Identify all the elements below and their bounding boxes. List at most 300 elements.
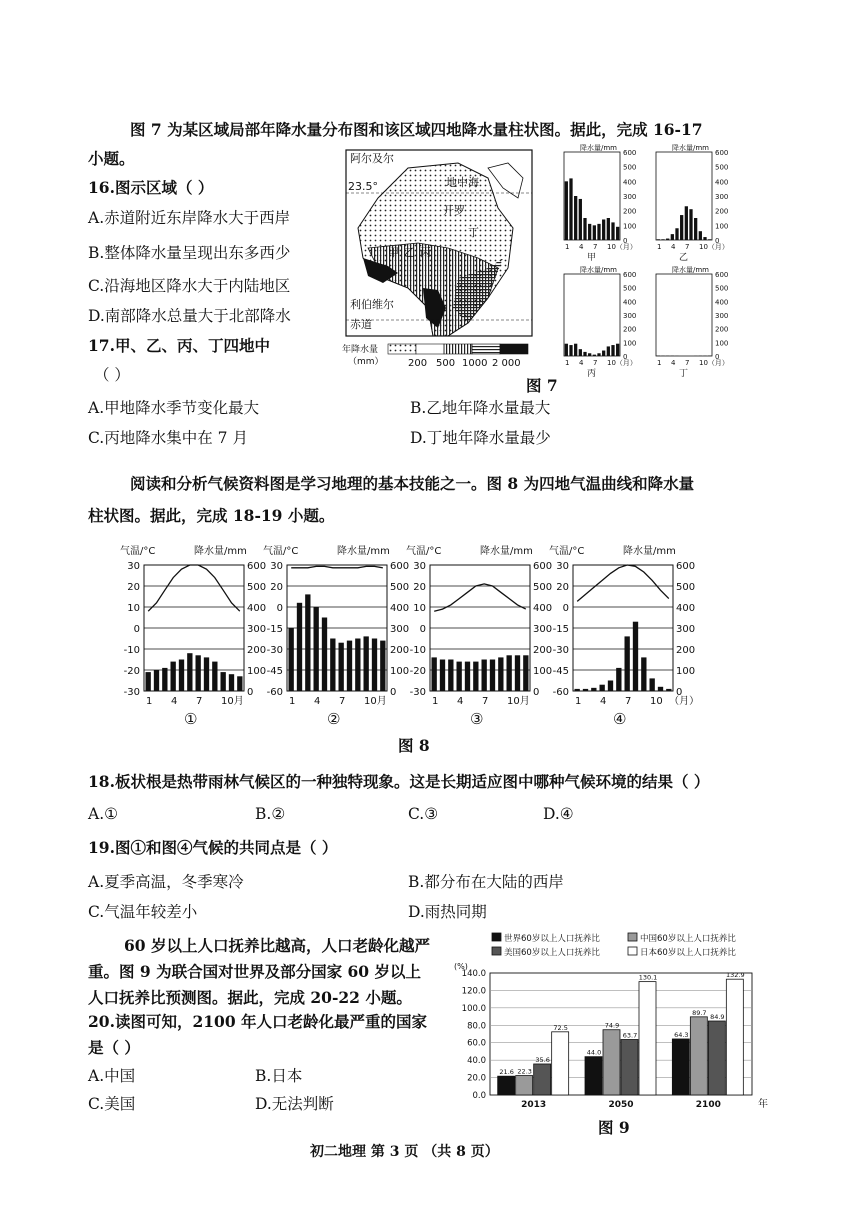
fig8-bar-2-7 <box>490 660 495 692</box>
fig9-ytick-1: 120.0 <box>461 986 486 997</box>
fig7-bar-0-6 <box>593 225 596 240</box>
fig7-tick-0-3: 300 <box>623 193 637 201</box>
intro-fig9-line2: 重。图 9 为联合国对世界及部分国家 60 岁以上 <box>88 962 421 981</box>
q20-option-a[interactable]: A.中国 <box>88 1067 136 1085</box>
q20-option-c[interactable]: C.美国 <box>88 1095 136 1113</box>
page-footer: 初二地理 第 3 页 （共 8 页） <box>310 1144 499 1160</box>
fig8-precip-tick-1-4: 200 <box>390 645 410 656</box>
fig9-bar-2-2 <box>708 1021 725 1095</box>
fig9-value-0-3: 72.5 <box>553 1023 568 1032</box>
fig8-precip-label-3: 降水量/mm <box>623 546 676 557</box>
fig9-bar-1-0 <box>585 1057 602 1095</box>
fig9-value-1-3: 130.1 <box>638 973 658 982</box>
fig7-tick-1-6: 0 <box>715 237 720 245</box>
fig9-value-1-2: 63.7 <box>622 1031 638 1040</box>
fig7-tick-3-5: 100 <box>715 339 729 348</box>
fig8-temp-tick-2-2: 10 <box>413 603 426 614</box>
fig9-legend-label-2: 美国60岁以上人口抚养比 <box>504 948 600 958</box>
q18-option-d[interactable]: D.④ <box>543 805 574 823</box>
fig7-tick-0-4: 200 <box>623 207 637 216</box>
fig9-category-1: 2050 <box>608 1100 634 1110</box>
fig8-precip-tick-1-2: 400 <box>390 603 410 614</box>
fig7-tick-3-6: 0 <box>715 353 720 361</box>
fig8-month-1-0: 1 <box>289 696 296 707</box>
fig8-bar-3-8 <box>641 657 646 691</box>
fig9-category-2: 2100 <box>695 1100 721 1110</box>
fig8-bar-2-6 <box>482 660 487 692</box>
fig9-value-2-2: 84.9 <box>710 1013 725 1022</box>
map-label-bing: 丙 <box>420 246 431 259</box>
fig9-legend-swatch-0 <box>492 933 501 941</box>
fig8-precip-tick-2-6: 0 <box>533 687 540 698</box>
fig8-precip-tick-1-3: 300 <box>390 624 410 635</box>
fig8-bar-2-0 <box>432 657 437 691</box>
fig8-precip-tick-0-0: 600 <box>247 561 267 572</box>
fig8-bar-1-11 <box>380 641 385 691</box>
fig8-bar-1-10 <box>372 639 377 692</box>
fig8-precip-label-1: 降水量/mm <box>337 546 390 557</box>
fig7-tick-1-5: 100 <box>715 222 729 231</box>
fig8-precip-tick-2-4: 200 <box>533 645 553 656</box>
fig8-temp-tick-0-0: 30 <box>127 561 140 572</box>
fig8-temp-tick-1-4: -30 <box>266 645 283 656</box>
fig8-month-3-3: 10 <box>650 696 663 707</box>
q16-option-a[interactable]: A.赤道附近东岸降水大于西岸 <box>88 209 291 227</box>
fig9-legend-swatch-2 <box>492 947 501 955</box>
q19-option-b[interactable]: B.都分布在大陆的西岸 <box>408 873 564 891</box>
fig8-precip-tick-1-5: 100 <box>390 666 410 677</box>
fig8-precip-tick-3-2: 400 <box>676 603 696 614</box>
fig8-month-3-1: 4 <box>600 696 607 707</box>
fig8-precip-tick-3-3: 300 <box>676 624 696 635</box>
fig8-bar-0-2 <box>162 668 167 691</box>
fig8-month-2-2: 7 <box>482 696 489 707</box>
fig8-temp-tick-1-2: 0 <box>276 603 283 614</box>
intro-fig9-line1: 60 岁以上人口抚养比越高，人口老龄化越严 <box>124 936 430 955</box>
fig8-bar-2-5 <box>473 662 478 691</box>
fig9-ytick-4: 60.0 <box>467 1038 486 1049</box>
fig8-month-3-0: 1 <box>575 696 582 707</box>
fig7-tick-0-6: 0 <box>623 237 628 245</box>
fig7-bar-1-9 <box>699 231 702 240</box>
fig7-month-2-0: 1 <box>565 359 570 367</box>
fig7-bar-2-8 <box>602 351 605 356</box>
fig7-tick-1-0: 600 <box>715 149 729 157</box>
fig8-bar-2-4 <box>465 662 470 691</box>
fig7-tick-3-1: 500 <box>715 284 729 293</box>
fig8-precip-tick-0-3: 300 <box>247 624 267 635</box>
fig7-bar-1-0 <box>657 239 660 240</box>
fig8-climate-charts <box>110 540 710 725</box>
fig8-temp-tick-3-6: -60 <box>552 687 569 698</box>
fig7-month-1-0: 1 <box>657 243 662 251</box>
fig8-temp-tick-2-5: -20 <box>409 666 426 677</box>
fig9-bar-0-3 <box>552 1032 569 1095</box>
fig9-value-2-0: 64.3 <box>674 1030 689 1039</box>
fig7-panel-frame-1 <box>656 152 712 240</box>
fig7-tick-3-4: 200 <box>715 325 729 334</box>
fig8-bar-1-4 <box>322 618 327 692</box>
fig7-tick-1-1: 500 <box>715 163 729 172</box>
fig8-month-3-4: （月） <box>669 696 700 707</box>
fig7-bar-1-3 <box>671 234 674 240</box>
fig8-temp-tick-3-2: 0 <box>562 603 569 614</box>
fig8-bar-3-9 <box>650 678 655 691</box>
fig8-precip-tick-3-6: 0 <box>676 687 683 698</box>
map-legend-title: 年降水量 <box>342 345 379 355</box>
fig8-bar-0-7 <box>204 657 209 691</box>
fig8-bar-3-11 <box>666 689 671 691</box>
fig7-tick-3-3: 300 <box>715 312 729 320</box>
fig9-legend-swatch-1 <box>628 933 637 941</box>
fig7-bar-0-4 <box>583 218 586 240</box>
fig8-bar-3-1 <box>583 689 588 691</box>
fig7-bar-1-4 <box>675 228 678 240</box>
fig7-precip-charts <box>558 142 738 382</box>
fig7-month-1-3: 10（月） <box>699 243 729 251</box>
fig7-month-0-1: 4 <box>579 243 584 251</box>
fig7-bar-2-3 <box>579 349 582 356</box>
fig7-tick-0-1: 500 <box>623 163 637 172</box>
fig7-month-3-2: 7 <box>685 359 690 367</box>
fig8-temp-tick-0-2: 10 <box>127 603 140 614</box>
fig7-tick-2-1: 500 <box>623 284 637 293</box>
map-label-libreville: 利伯维尔 <box>350 298 394 311</box>
fig7-bar-0-5 <box>588 224 591 240</box>
fig8-bar-3-2 <box>591 688 596 691</box>
fig9-bar-0-2 <box>534 1064 551 1095</box>
q19-option-a[interactable]: A.夏季高温，冬季寒冷 <box>88 873 244 891</box>
map-label-algiers: 阿尔及尔 <box>350 152 394 165</box>
fig9-bar-0-0 <box>498 1076 515 1095</box>
map-label-mediterranean: 地中海 <box>446 176 479 189</box>
fig8-temp-label-2: 气温/°C <box>406 546 442 557</box>
q16-option-d[interactable]: D.南部降水总量大于北部降水 <box>88 307 291 325</box>
fig8-precip-tick-3-4: 200 <box>676 645 696 656</box>
q19-option-d[interactable]: D.雨热同期 <box>408 903 487 921</box>
fig8-month-0-3: 10月 <box>221 696 244 707</box>
fig9-legend-label-3: 日本60岁以上人口抚养比 <box>640 948 736 958</box>
fig7-bar-1-10 <box>703 237 706 240</box>
fig8-bar-3-5 <box>616 668 621 691</box>
fig9-value-2-3: 132.9 <box>726 971 745 980</box>
fig8-precip-tick-0-4: 200 <box>247 645 267 656</box>
fig9-ytick-0: 140.0 <box>461 969 486 979</box>
fig7-caption: 图 7 <box>526 376 558 395</box>
fig8-temp-tick-3-4: -30 <box>552 645 569 656</box>
precipitation-map <box>338 148 538 380</box>
fig7-panel-frame-3 <box>656 274 712 356</box>
fig7-bar-1-8 <box>694 218 697 240</box>
fig8-precip-tick-1-6: 0 <box>390 687 397 698</box>
fig7-bar-0-9 <box>607 218 610 240</box>
fig8-precip-tick-2-1: 500 <box>533 582 553 593</box>
fig8-temp-tick-1-0: 30 <box>270 561 283 572</box>
fig7-bar-2-2 <box>574 344 577 356</box>
fig7-tick-1-3: 300 <box>715 193 729 201</box>
fig8-temp-tick-1-6: -60 <box>266 687 283 698</box>
fig7-bar-0-2 <box>574 196 577 240</box>
fig7-bar-2-5 <box>588 353 591 356</box>
fig8-temp-tick-1-1: 20 <box>270 582 283 593</box>
fig7-bar-0-7 <box>597 224 600 240</box>
fig8-precip-tick-0-6: 0 <box>247 687 254 698</box>
fig7-panel-name-2: 丙 <box>587 369 597 379</box>
fig9-ytick-5: 40.0 <box>467 1056 486 1067</box>
fig8-temp-tick-0-5: -20 <box>123 666 140 677</box>
fig7-bar-0-0 <box>565 181 568 240</box>
fig9-bar-1-1 <box>603 1030 620 1095</box>
intro-fig7-line2: 小题。 <box>88 149 135 168</box>
fig7-bar-2-10 <box>611 345 614 356</box>
fig8-bar-0-11 <box>237 676 242 691</box>
fig8-precip-label-0: 降水量/mm <box>194 546 247 557</box>
fig9-legend-label-0: 世界60岁以上人口抚养比 <box>504 934 600 944</box>
q17-paren: （ ） <box>94 366 130 384</box>
fig8-bar-2-10 <box>515 655 520 691</box>
fig8-bar-0-5 <box>187 653 192 691</box>
fig9-dependency-chart <box>450 925 775 1110</box>
fig8-precip-tick-2-2: 400 <box>533 603 553 614</box>
fig8-bar-1-7 <box>347 641 352 691</box>
fig7-bar-1-1 <box>661 239 664 240</box>
fig8-precip-tick-2-5: 100 <box>533 666 553 677</box>
fig7-month-1-1: 4 <box>671 243 676 251</box>
fig7-panel-name-0: 甲 <box>587 253 597 263</box>
fig7-axis-label-1: 降水量/mm <box>672 144 709 152</box>
q19-stem: 19.图①和图④气候的共同点是（ ） <box>88 838 338 857</box>
fig8-month-3-2: 7 <box>625 696 632 707</box>
fig8-temp-tick-1-3: -15 <box>266 624 283 635</box>
q20-option-d[interactable]: D.无法判断 <box>255 1095 334 1113</box>
q17-option-c[interactable]: C.丙地降水集中在 7 月 <box>88 429 248 447</box>
fig8-temp-tick-0-3: 0 <box>133 624 140 635</box>
fig8-bar-0-4 <box>179 660 184 692</box>
fig7-bar-2-1 <box>569 345 572 356</box>
fig7-bar-0-1 <box>569 178 572 240</box>
fig8-temp-tick-3-1: 20 <box>556 582 569 593</box>
fig7-bar-0-10 <box>611 222 614 240</box>
q17-option-d[interactable]: D.丁地年降水量最少 <box>410 429 551 447</box>
fig7-panel-name-3: 丁 <box>679 369 689 379</box>
fig7-month-0-2: 7 <box>593 243 598 251</box>
fig8-name-2: ③ <box>470 710 484 725</box>
q20-option-b[interactable]: B.日本 <box>255 1067 303 1085</box>
fig8-temp-tick-2-3: 0 <box>419 624 426 635</box>
fig9-bar-1-3 <box>639 982 656 1095</box>
fig8-precip-tick-0-5: 100 <box>247 666 267 677</box>
fig8-temp-tick-0-6: -30 <box>123 687 140 698</box>
map-legend-1000: 1000 <box>462 358 488 369</box>
q17-stem: 17.甲、乙、丙、丁四地中 <box>88 336 270 355</box>
fig7-tick-2-4: 200 <box>623 325 637 334</box>
fig8-name-1: ② <box>327 710 341 725</box>
fig9-caption: 图 9 <box>598 1118 630 1137</box>
map-legend-2000: 2 000 <box>492 358 521 369</box>
fig8-bar-1-9 <box>364 636 369 691</box>
fig9-legend-label-1: 中国60岁以上人口抚养比 <box>640 934 736 944</box>
fig8-name-0: ① <box>184 710 198 725</box>
fig8-temp-tick-3-5: -45 <box>552 666 569 677</box>
fig9-value-1-0: 44.0 <box>586 1048 602 1057</box>
fig7-axis-label-2: 降水量/mm <box>580 266 617 274</box>
q20-stem-2: 是（ ） <box>88 1038 140 1057</box>
fig8-precip-tick-2-3: 300 <box>533 624 553 635</box>
q18-option-b[interactable]: B.② <box>255 805 286 823</box>
fig8-precip-tick-3-5: 100 <box>676 666 696 677</box>
fig8-bar-3-6 <box>625 636 630 691</box>
fig8-month-1-2: 7 <box>339 696 346 707</box>
fig8-bar-2-9 <box>507 655 512 691</box>
fig7-bar-2-11 <box>616 344 619 356</box>
map-label-ding: 丁 <box>468 226 479 239</box>
fig7-bar-1-7 <box>689 209 692 240</box>
fig8-month-1-1: 4 <box>314 696 321 707</box>
q16-option-b[interactable]: B.整体降水量呈现出东多西少 <box>88 244 291 262</box>
fig8-caption: 图 8 <box>398 736 430 755</box>
fig8-bar-1-0 <box>289 628 294 691</box>
fig8-bar-0-0 <box>146 672 151 691</box>
fig8-bar-3-0 <box>575 689 580 691</box>
fig7-bar-2-0 <box>565 344 568 356</box>
fig8-precip-tick-3-1: 500 <box>676 582 696 593</box>
fig9-value-0-2: 35.6 <box>535 1055 550 1064</box>
fig7-month-1-2: 7 <box>685 243 690 251</box>
fig9-legend-swatch-3 <box>628 947 637 955</box>
fig8-bar-0-8 <box>212 662 217 691</box>
intro-fig8-line1: 阅读和分析气候资料图是学习地理的基本技能之一。图 8 为四地气温曲线和降水量 <box>130 474 695 493</box>
intro-fig9-line3: 人口抚养比预测图。据此，完成 20-22 小题。 <box>88 988 412 1007</box>
fig9-ytick-7: 0.0 <box>472 1091 486 1101</box>
fig7-bar-0-3 <box>579 199 582 240</box>
fig7-panel-name-1: 乙 <box>679 253 689 263</box>
fig8-bar-1-8 <box>355 639 360 692</box>
fig8-precip-label-2: 降水量/mm <box>480 546 533 557</box>
fig7-bar-0-8 <box>602 219 605 240</box>
fig9-bar-0-1 <box>516 1076 533 1095</box>
fig7-tick-2-2: 400 <box>623 298 637 307</box>
fig8-precip-tick-0-2: 400 <box>247 603 267 614</box>
fig8-month-0-1: 4 <box>171 696 178 707</box>
q19-option-c[interactable]: C.气温年较差小 <box>88 903 198 921</box>
fig7-month-2-1: 4 <box>579 359 584 367</box>
fig9-value-2-1: 89.7 <box>692 1008 707 1017</box>
fig8-bar-3-4 <box>608 681 613 692</box>
fig8-bar-1-6 <box>339 643 344 691</box>
fig8-temp-tick-3-0: 30 <box>556 561 569 572</box>
fig8-bar-2-11 <box>523 655 528 691</box>
fig9-value-0-0: 21.6 <box>499 1068 514 1077</box>
fig8-bar-0-10 <box>229 674 234 691</box>
fig8-precip-tick-1-0: 600 <box>390 561 410 572</box>
fig8-month-1-3: 10月 <box>364 696 387 707</box>
intro-fig7-line1: 图 7 为某区域局部年降水量分布图和该区域四地降水量柱状图。据此，完成 16-17 <box>130 120 703 139</box>
fig8-bar-1-1 <box>297 603 302 691</box>
fig8-bar-1-3 <box>314 607 319 691</box>
fig9-category-0: 2013 <box>521 1100 547 1110</box>
q17-option-a[interactable]: A.甲地降水季节变化最大 <box>88 399 260 417</box>
fig8-temp-label-3: 气温/°C <box>549 546 585 557</box>
fig8-temp-tick-2-6: -30 <box>409 687 426 698</box>
fig8-precip-tick-3-0: 600 <box>676 561 696 572</box>
q16-option-c[interactable]: C.沿海地区降水大于内陆地区 <box>88 277 291 295</box>
fig8-precip-tick-0-1: 500 <box>247 582 267 593</box>
fig8-month-2-0: 1 <box>432 696 439 707</box>
fig7-month-3-3: 10（月） <box>699 359 729 367</box>
fig7-bar-0-11 <box>616 227 619 240</box>
fig7-bar-1-2 <box>666 239 669 240</box>
q18-stem: 18.板状根是热带雨林气候区的一种独特现象。这是长期适应图中哪种气候环境的结果（ ） <box>88 772 710 791</box>
fig9-ylabel: (%) <box>454 962 468 971</box>
q17-option-b[interactable]: B.乙地年降水量最大 <box>410 399 551 417</box>
fig8-temp-tick-0-4: -10 <box>123 645 140 656</box>
fig7-tick-2-6: 0 <box>623 353 628 361</box>
fig7-bar-2-7 <box>597 353 600 356</box>
fig7-tick-0-2: 400 <box>623 178 637 187</box>
map-label-cairo: 开罗 <box>443 204 465 217</box>
fig9-value-1-1: 74.9 <box>604 1021 620 1030</box>
fig7-tick-3-0: 600 <box>715 271 729 279</box>
fig8-bar-0-1 <box>154 670 159 691</box>
fig8-temp-tick-2-1: 20 <box>413 582 426 593</box>
fig8-bar-3-7 <box>633 622 638 691</box>
fig8-month-2-3: 10月 <box>507 696 530 707</box>
q18-option-a[interactable]: A.① <box>88 805 119 823</box>
fig8-temp-tick-2-4: -10 <box>409 645 426 656</box>
fig7-tick-2-0: 600 <box>623 271 637 279</box>
fig8-month-2-1: 4 <box>457 696 464 707</box>
fig8-temp-label-1: 气温/°C <box>263 546 299 557</box>
fig7-tick-3-2: 400 <box>715 298 729 307</box>
fig7-tick-0-5: 100 <box>623 222 637 231</box>
fig9-bar-2-0 <box>672 1039 689 1095</box>
fig7-month-0-3: 10（月） <box>607 243 637 251</box>
fig9-xlabel: 年 <box>758 1099 768 1110</box>
map-legend-unit: （mm） <box>348 357 384 367</box>
fig9-bar-1-2 <box>621 1039 638 1095</box>
fig8-bar-0-6 <box>196 655 201 691</box>
fig8-month-0-0: 1 <box>146 696 153 707</box>
intro-fig8-line2: 柱状图。据此，完成 18-19 小题。 <box>88 506 335 525</box>
map-label-latitude: 23.5° <box>348 180 378 193</box>
fig8-bar-2-3 <box>457 662 462 691</box>
q16-stem: 16.图示区域（ ） <box>88 178 214 197</box>
fig7-bar-2-6 <box>593 355 596 356</box>
fig7-axis-label-0: 降水量/mm <box>580 144 617 152</box>
fig8-temp-tick-0-1: 20 <box>127 582 140 593</box>
fig8-bar-0-9 <box>221 672 226 691</box>
fig7-bar-1-11 <box>708 239 711 240</box>
q20-stem-1: 20.读图可知，2100 年人口老龄化最严重的国家 <box>88 1012 428 1031</box>
fig7-bar-2-9 <box>607 346 610 356</box>
fig8-bar-1-2 <box>305 594 310 691</box>
q18-option-c[interactable]: C.③ <box>408 805 439 823</box>
fig8-bar-0-3 <box>171 662 176 691</box>
fig9-ytick-3: 80.0 <box>467 1021 486 1032</box>
fig8-temp-label-0: 气温/°C <box>120 546 156 557</box>
fig7-bar-1-6 <box>685 206 688 240</box>
fig9-ytick-2: 100.0 <box>461 1003 486 1014</box>
fig9-value-0-1: 22.3 <box>517 1067 532 1076</box>
fig8-precip-tick-2-0: 600 <box>533 561 553 572</box>
fig8-temp-tick-2-0: 30 <box>413 561 426 572</box>
fig7-month-3-0: 1 <box>657 359 662 367</box>
fig7-month-0-0: 1 <box>565 243 570 251</box>
fig7-tick-2-3: 300 <box>623 312 637 320</box>
map-label-equator: 赤道 <box>350 318 372 331</box>
map-label-jia: 甲 <box>388 246 399 259</box>
fig7-tick-0-0: 600 <box>623 149 637 157</box>
